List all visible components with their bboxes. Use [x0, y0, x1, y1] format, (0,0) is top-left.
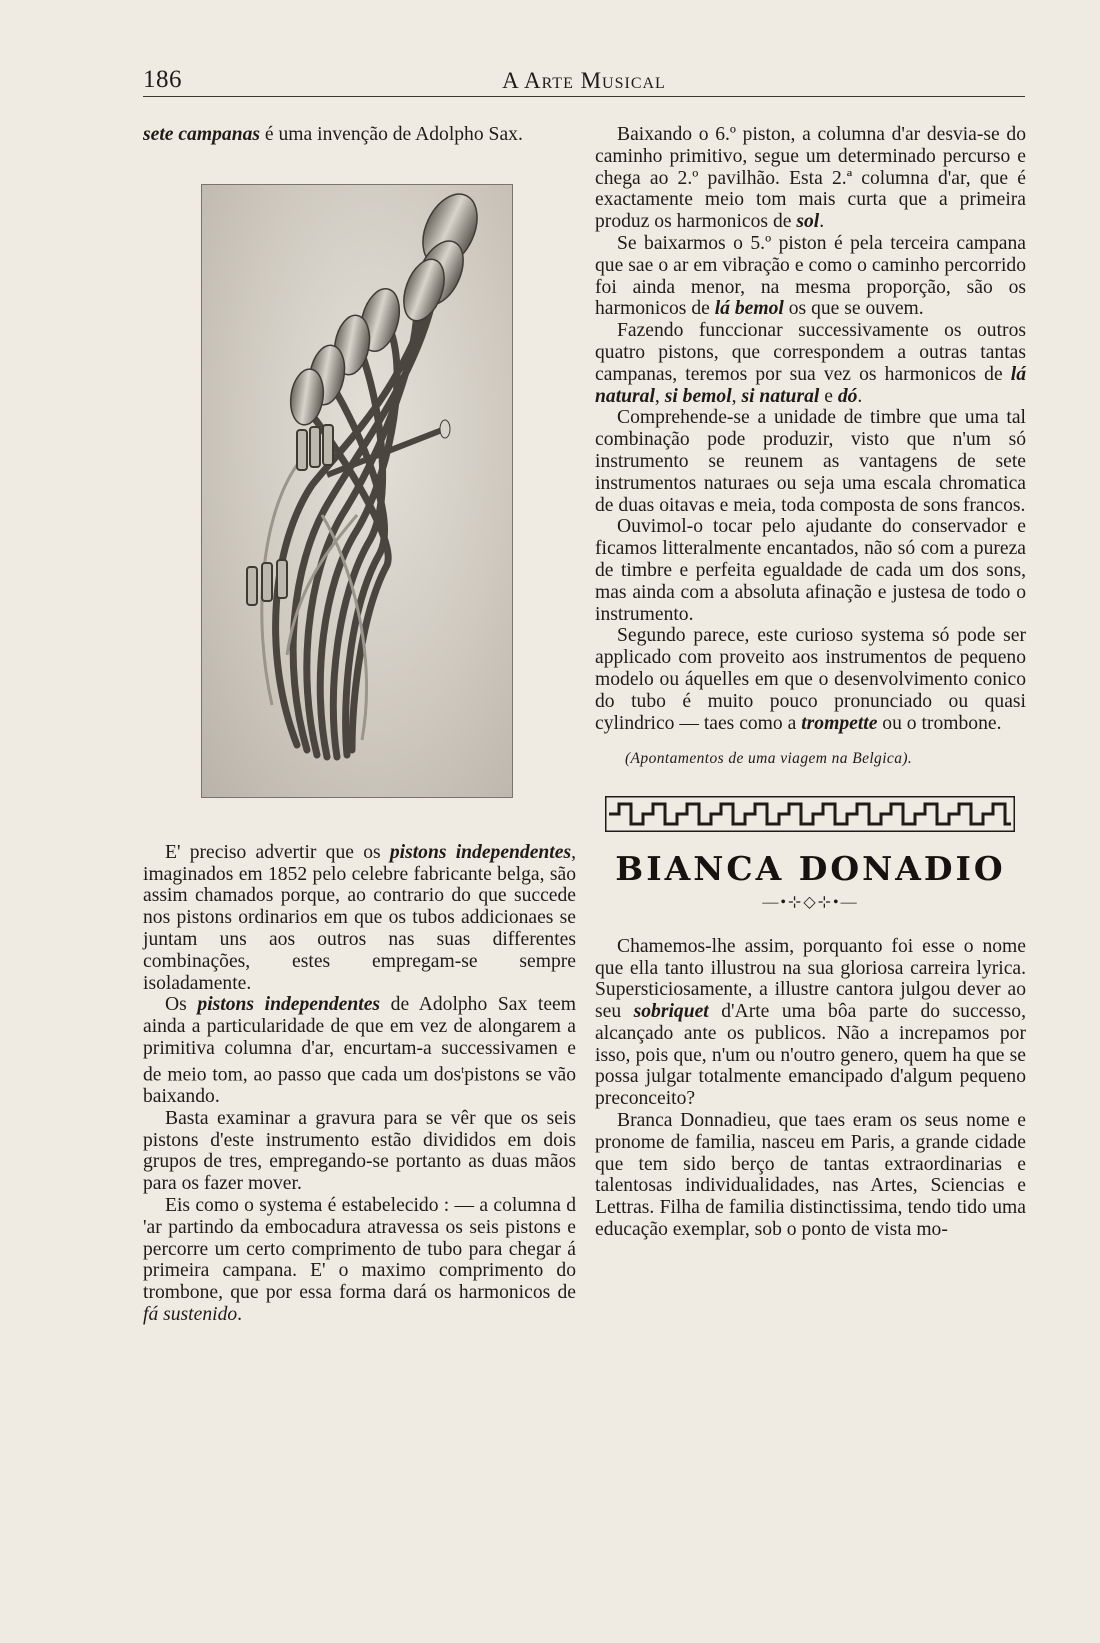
paragraph: sete campanas é uma invenção de Adolpho Sax. [143, 124, 523, 145]
paragraph: Os pistons independentes de Adolpho Sax teem ainda a particularidade de que em vez de alongarem a primitiva columna d'ar, encurtam-a successivamen e de meio tom, ao passo que cada um dos$^t$pistons se vão baixando. [143, 994, 576, 1108]
paragraph: Chamemos-lhe assim, porquanto foi esse o nome que ella tanto illustrou na sua gloriosa carreira lyrica. Supersticiosamente, a illustre cantora julgou dever ao seu sobriquet d'Arte uma bôa parte do successo, alcançado ante os publicos. Não a increpamos por isso, pois que, n'um ou n'outro genero, quem ha que se possa julgar totalmente emancipado d'algum pequeno preconceito? [595, 935, 1026, 1110]
left-column [143, 124, 576, 1326]
paragraph: Basta examinar a gravura para se vêr que os seis pistons d'este instrumento estão divididos em dois grupos de tres, empregando-se portanto as duas mãos para os fazer mover. [143, 1107, 576, 1195]
ornamental-divider: —•⊹◇⊹•— [762, 893, 859, 911]
paragraph: Segundo parece, este curioso systema só pode ser applicado com proveito aos instrumentos de pequeno modelo ou áquelles em que o desenvolvimento conico do tubo é muito pouco pronunciado ou quasi cylindrico — taes como a trompette ou o trombone. [595, 625, 1026, 734]
paragraph: Comprehende-se a unidade de timbre que uma tal combinação pode produzir, visto que n'um só instrumento se reunem as vantagens de sete instrumentos naturaes ou seja uma escala chromatica de duas oitavas e meia, toda composta de sons francos. [595, 407, 1026, 516]
paragraph: Baixando o 6.º piston, a columna d'ar desvia-se do caminho primitivo, segue um determinado percurso e chega ao 2.º pavilhão. Esta 2.ª columna d'ar, que é exactamente meio tom mais curta que a primeira produz os harmonicos de sol. [595, 124, 1026, 233]
journal-title: A Arte Musical [502, 68, 666, 93]
paragraph: Ouvimol-o tocar pelo ajudante do conservador e ficamos litteralmente encantados, não só com a pureza de timbre e perfeita egualdade de cada um dos sons, mas ainda com a absoluta afinação e justesa de todo o instrumento. [595, 516, 1026, 625]
instrument-engraving [201, 184, 513, 798]
paragraph: Eis como o systema é estabelecido : — a columna d 'ar partindo da embocadura atravessa os seis pistons e percorre um certo comprimento de tubo para chegar á primeira campana. E' o maximo comprimento do trombone, que por essa forma dará os harmonicos de fá sustenido. [143, 1195, 576, 1326]
paragraph: Fazendo funccionar successivamente os outros quatro pistons, que correspondem a outras tantas campanas, teremos por sua vez os harmonicos de lá natural, si bemol, si natural e dó. [595, 320, 1026, 407]
paragraph: E' preciso advertir que os pistons independentes, imaginados em 1852 pelo celebre fabricante belga, são assim chamados porque, ao contrario do que succede nos pistons ordinarios em que os tubos addicionaes se juntam uns aos outros nas suas differentes combinações, estes empregam-se sempre isoladamente. [143, 841, 576, 994]
page-number: 186 [143, 66, 182, 93]
source-citation: (Apontamentos de uma viagem na Belgica). [625, 750, 913, 768]
right-column [595, 124, 1026, 1241]
article-title: BIANCA DONADIO [615, 849, 1006, 889]
paragraph: Se baixarmos o 5.º piston é pela terceira campana que sae o ar em vibração e como o caminho percorrido foi ainda menor, na mesma proporção, são os harmonicos de lá bemol os que se ouvem. [595, 232, 1026, 320]
sax-trombone-illustration [202, 185, 512, 797]
paragraph: Branca Donnadieu, que taes eram os seus nome e pronome de familia, nasceu em Paris, a grande cidade que tem sido berço de tantas extraordinarias e talentosas individualidades, nas Artes, Sciencias e Lettras. Filha de familia distinctissima, tendo tido uma educação exemplar, sob o ponto de vista mo- [595, 1110, 1026, 1241]
page-header [143, 62, 1025, 97]
greek-key-ornament [605, 796, 1015, 832]
